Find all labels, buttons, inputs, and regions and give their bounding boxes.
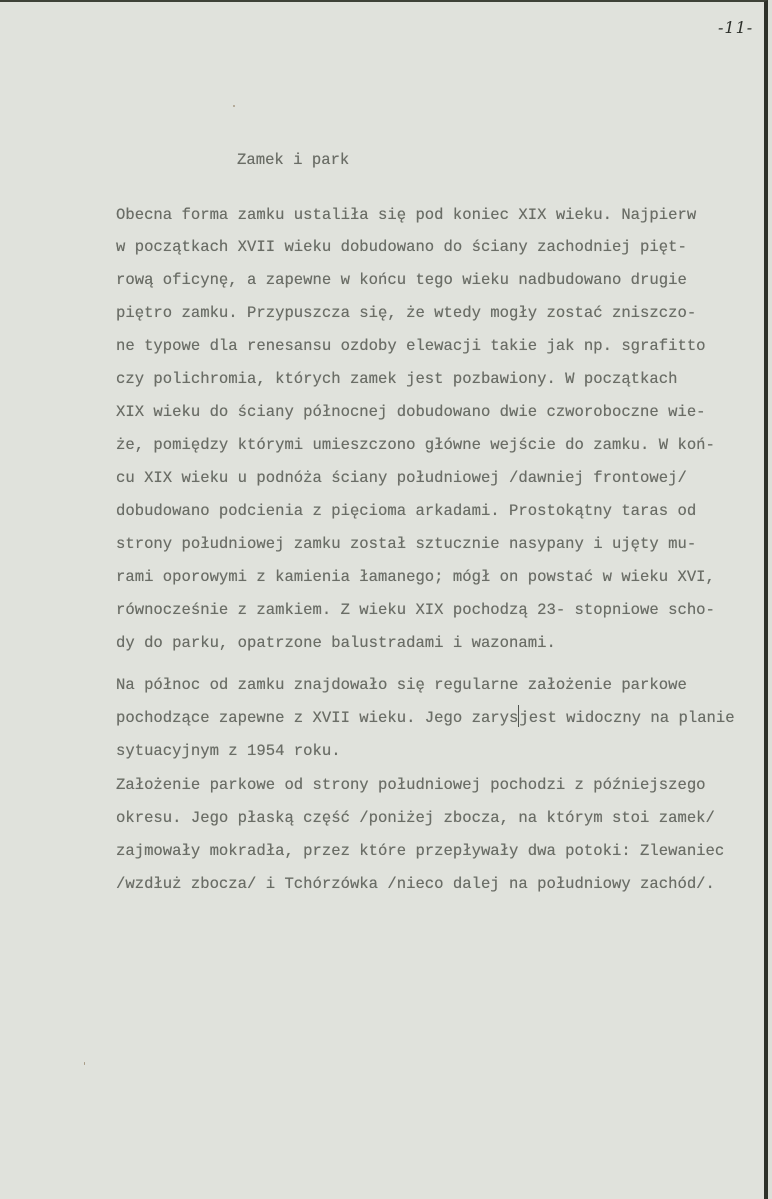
paragraph-1-line-1: Obecna forma zamku ustaliła się pod koniec XIX wieku. Najpierw <box>116 206 697 224</box>
paragraph-3-line-2: okresu. Jego płaską część /poniżej zbocza, na którym stoi zamek/ <box>116 809 715 827</box>
paragraph-1-line-2: w początkach XVII wieku dobudowano do ściany zachodniej pięt- <box>116 238 687 256</box>
paragraph-1-line-10: dobudowano podcienia z pięcioma arkadami. Prostokątny taras od <box>116 502 697 520</box>
paper-speck <box>233 105 235 107</box>
paragraph-1-line-13: równocześnie z zamkiem. Z wieku XIX pochodzą 23- stopniowe scho- <box>116 601 715 619</box>
paragraph-1-line-11: strony południowej zamku został sztucznie nasypany i ujęty mu- <box>116 535 697 553</box>
section-title: Zamek i park <box>237 151 350 169</box>
paragraph-2-line-2-part-1: pochodzące zapewne z XVII wieku. Jego zarys <box>116 709 519 727</box>
paragraph-1-line-5: ne typowe dla renesansu ozdoby elewacji takie jak np. sgrafitto <box>116 337 706 355</box>
page-number: -11- <box>718 18 754 37</box>
paragraph-1-line-12: rami oporowymi z kamienia łamanego; mógł on powstać w wieku XVI, <box>116 568 715 586</box>
paragraph-3-line-4: /wzdłuż zbocza/ i Tchórzówka /nieco dalej na południowy zachód/. <box>116 875 715 893</box>
paragraph-2-line-3: sytuacyjnym z 1954 roku. <box>116 742 341 760</box>
paragraph-1-line-8: że, pomiędzy którymi umieszczono główne wejście do zamku. W koń- <box>116 436 715 454</box>
paragraph-3-line-1: Założenie parkowe od strony południowej pochodzi z późniejszego <box>116 776 706 794</box>
paragraph-3-line-3: zajmowały mokradła, przez które przepływały dwa potoki: Zlewaniec <box>116 842 725 860</box>
paragraph-1-line-7: XIX wieku do ściany północnej dobudowano dwie czworoboczne wie- <box>116 403 706 421</box>
paper-speck <box>84 1062 85 1065</box>
paragraph-2-line-2 <box>116 703 735 733</box>
paragraph-1-line-3: rową oficynę, a zapewne w końcu tego wieku nadbudowano drugie <box>116 271 687 289</box>
paragraph-1-line-14: dy do parku, opatrzone balustradami i wazonami. <box>116 634 556 652</box>
paragraph-1-line-6: czy polichromia, których zamek jest pozbawiony. W początkach <box>116 370 678 388</box>
paragraph-1-line-9: cu XIX wieku u podnóża ściany południowej /dawniej frontowej/ <box>116 469 687 487</box>
paragraph-1-line-4: piętro zamku. Przypuszcza się, że wtedy mogły zostać zniszczo- <box>116 304 697 322</box>
paragraph-2-line-2-part-2: jest widoczny na planie <box>519 709 735 727</box>
paragraph-2-line-1: Na północ od zamku znajdowało się regularne założenie parkowe <box>116 676 687 694</box>
